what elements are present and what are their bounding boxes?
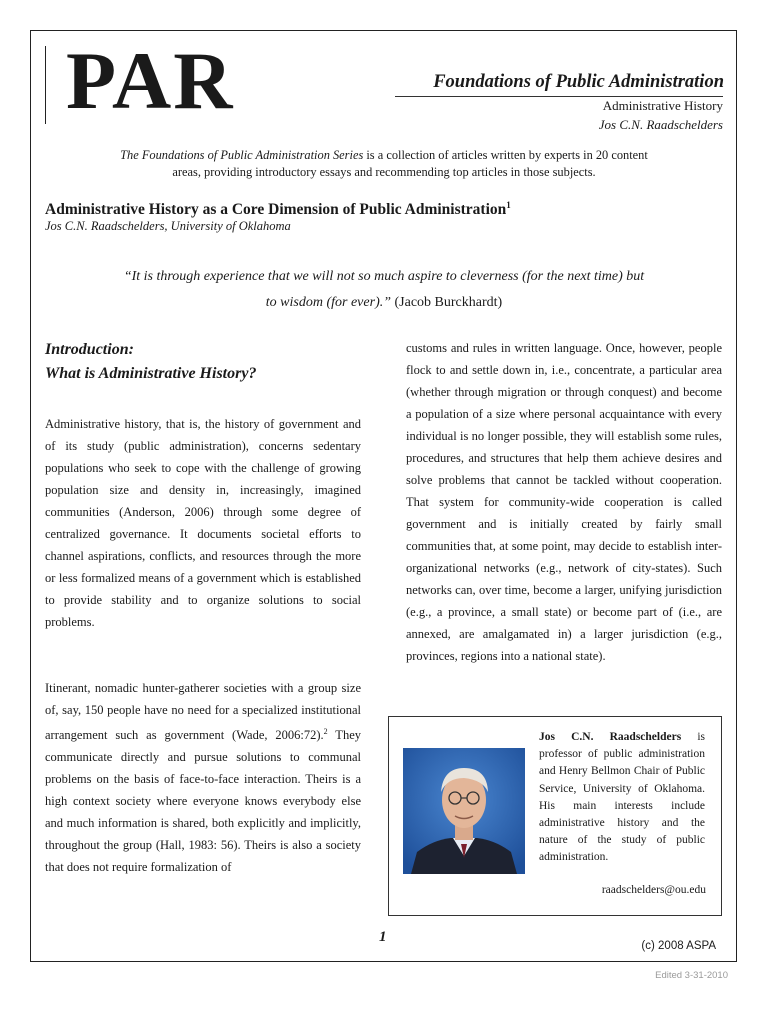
copyright-notice: (c) 2008 ASPA xyxy=(641,940,716,952)
page-number: 1 xyxy=(379,929,387,945)
section-heading-line1: Introduction: xyxy=(45,341,134,358)
paragraph-text: customs and rules in written language. Once, however, people flock to and settle down in, i.e., concentrate, a particular area (whether through migration or through conquest) and become a population of a size where personal acquaintance with every individual is no longer possible, they will establish some rules, procedures, and structures that help them achieve desires and solve problems that cannot be tackled without cooperation. That system for community-wide cooperation is called government and is initially created by fairly small communities that, at some point, may decide to establish inter-organizational networks (e.g., network of city-states). Such networks can, over time, become a larger, unifying jurisdiction (e.g., a province, a small state) or become part of (i.e., are annexed, are amalgamated in) a larger jurisdiction (e.g., provinces, regions into a national state). xyxy=(406,341,722,663)
author-photo xyxy=(403,748,525,874)
bio-name: Jos C.N. Raadschelders xyxy=(539,731,682,743)
section-heading-line2: What is Administrative History? xyxy=(45,365,257,382)
footnote-marker-2: 2 xyxy=(323,727,328,736)
bio-text: is professor of public administration and Henry Bellmon Chair of Public Service, University of Oklahoma. His main interests include administrative history and the nature of the study of public administration. xyxy=(539,731,706,864)
paragraph-text xyxy=(45,677,361,878)
quote-attribution: (Jacob Burckhardt) xyxy=(391,295,503,310)
paragraph-text: Administrative history, that is, the history of government and of its study (public administration), concerns sedentary populations who seek to cope with the challenge of growing population size and density in, increasingly, imagined communities (Anderson, 2006) through some degree of centralized governance. It documents societal efforts to channel aspirations, conflicts, and resources through the more or less formalized means of a government which is established to provide stability and to organize solutions to social problems. xyxy=(45,417,361,629)
body-paragraph-3 xyxy=(406,337,722,667)
body-paragraph-1 xyxy=(45,413,361,633)
series-description xyxy=(110,147,658,181)
series-title: Foundations of Public Administration xyxy=(433,72,724,92)
paragraph-text-b: They communicate directly and pursue solutions to communal problems on the basis of face-to-face interaction. Theirs is a high context society where everyone knows everybody else and much information is shared, both explicitly and implicitly, throughout the group (Hall, 1983: 56). Theirs is also a society that does not require formalization of xyxy=(45,728,361,875)
footnote-marker: 1 xyxy=(506,200,511,210)
series-description-text: is a collection of articles written by experts in 20 content areas, providing introductory essays and recommending top articles in those subjects. xyxy=(172,148,648,179)
title-rule xyxy=(395,96,723,97)
header-author: Jos C.N. Raadschelders xyxy=(598,117,723,132)
edited-date: Edited 3-31-2010 xyxy=(655,970,728,981)
quote-text: “It is through experience that we will not so much aspire to cleverness (for the next time) but to wisdom (for ever).” xyxy=(123,269,645,310)
body-paragraph-2 xyxy=(45,677,361,878)
series-name: The Foundations of Public Administration Series xyxy=(120,148,364,162)
par-logo: PAR xyxy=(66,35,235,126)
paragraph-text-a: Itinerant, nomadic hunter-gatherer societies with a group size of, say, 150 people have no need for a specialized institutional arrangement such as government (Wade, 2006:72). xyxy=(45,681,361,743)
article-byline: Jos C.N. Raadschelders, University of Oklahoma xyxy=(45,219,291,233)
section-heading xyxy=(45,338,256,386)
topic-label: Administrative History xyxy=(602,98,723,113)
logo-divider xyxy=(45,46,46,124)
article-title xyxy=(45,200,511,219)
author-email[interactable]: raadschelders@ou.edu xyxy=(601,884,706,896)
article-title-text: Administrative History as a Core Dimension of Public Administration xyxy=(45,201,507,219)
epigraph-quote xyxy=(120,264,648,316)
author-bio xyxy=(539,729,705,867)
